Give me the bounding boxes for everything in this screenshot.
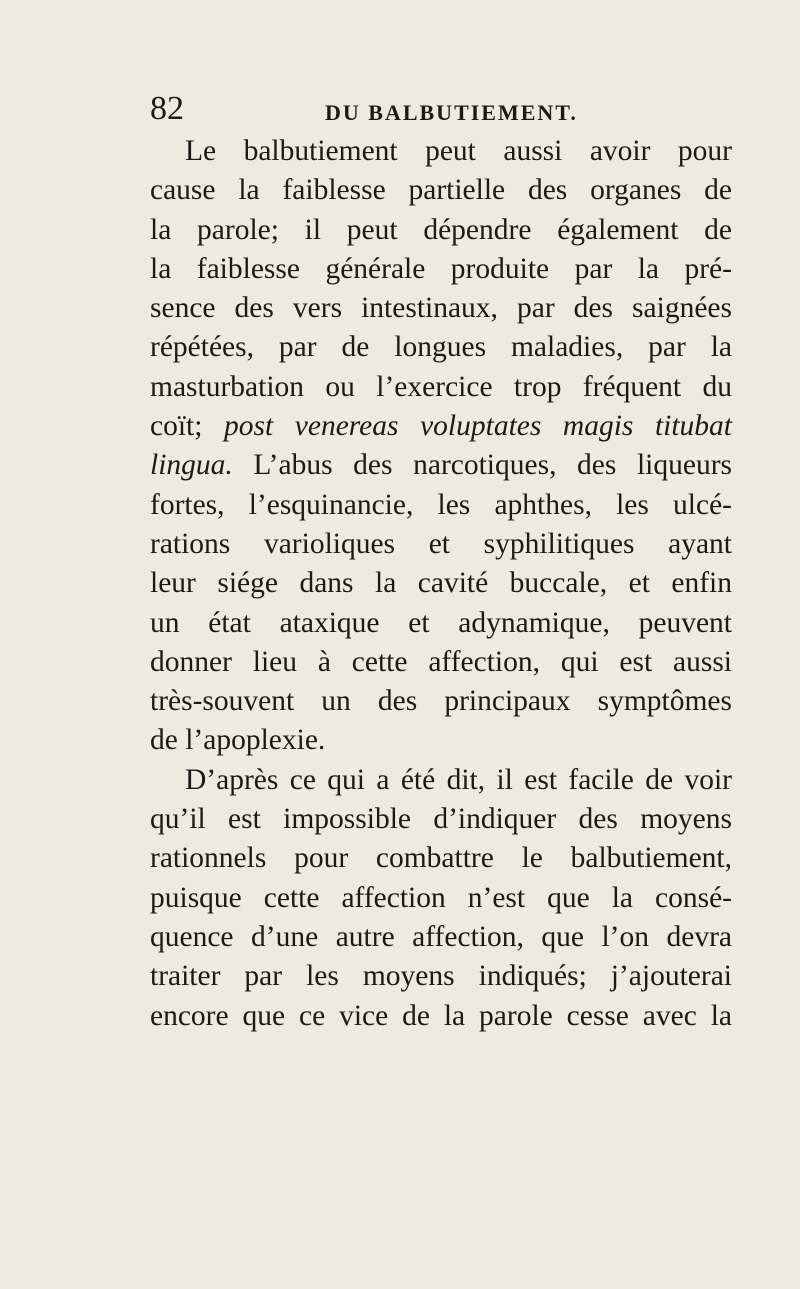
text-run: L’abus des narcotiques, des liqueurs	[232, 449, 732, 482]
text-line: un état ataxique et adynamique, peuvent	[150, 606, 732, 639]
text-line: Le balbutiement peut aussi avoir pour	[185, 135, 732, 167]
running-head: DU BALBUTIEMENT.	[325, 100, 578, 125]
text-line: de l’apoplexie.	[150, 724, 326, 757]
text-line: sence des vers intestinaux, par des saignées	[150, 292, 732, 325]
text-line: D’après ce qui a été dit, il est facile de voir	[185, 763, 732, 796]
text-line: la parole; il peut dépendre également de	[150, 213, 732, 246]
text-line: encore que ce vice de la parole cesse avec la	[150, 999, 732, 1032]
text-line: fortes, l’esquinancie, les aphthes, les ulcé-	[150, 488, 732, 521]
text-line: cause la faiblesse partielle des organes de	[150, 174, 732, 207]
page-number: 82	[150, 90, 184, 127]
text-line: leur siége dans la cavité buccale, et enfin	[150, 567, 732, 600]
text-line: rationnels pour combattre le balbutiement,	[150, 842, 732, 875]
text-line: puisque cette affection n’est que la consé-	[150, 881, 732, 914]
text-run: coït;	[150, 410, 225, 443]
latin-quote: lingua.	[150, 449, 233, 482]
latin-quote: post venereas voluptates magis titubat	[224, 410, 733, 443]
text-line: donner lieu à cette affection, qui est aussi	[150, 645, 732, 678]
text-line: rations varioliques et syphilitiques ayant	[150, 527, 732, 560]
text-line: répétées, par de longues maladies, par la	[150, 331, 732, 364]
text-line	[150, 446, 732, 485]
text-line	[150, 407, 732, 446]
text-line: qu’il est impossible d’indiquer des moyens	[150, 803, 732, 836]
text-line: très-souvent un des principaux symptômes	[150, 685, 732, 718]
text-line: quence d’une autre affection, que l’on devra	[150, 920, 732, 953]
page-header	[150, 92, 710, 132]
body-text	[150, 132, 732, 1036]
text-line: traiter par les moyens indiqués; j’ajouterai	[150, 960, 732, 993]
text-line: masturbation ou l’exercice trop fréquent du	[150, 370, 732, 403]
text-line: la faiblesse générale produite par la pré-	[150, 252, 732, 285]
